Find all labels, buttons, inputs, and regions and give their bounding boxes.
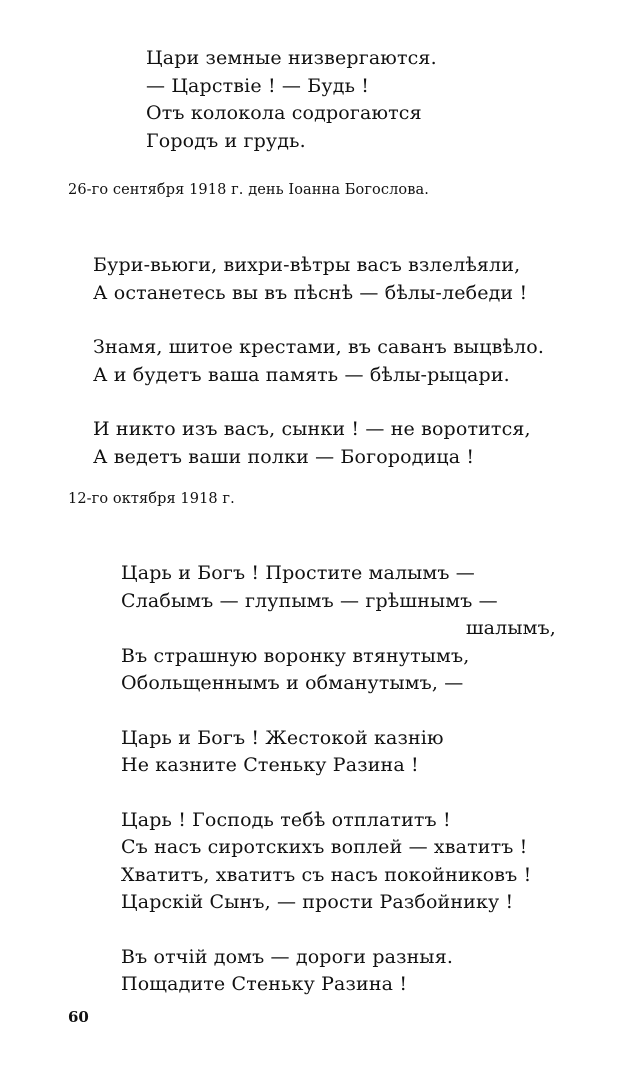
poem-2-line-6: А ведетъ ваши полки — Богородица ! xyxy=(93,445,475,468)
poem-1-line-2: — Царствіе ! — Будь ! xyxy=(146,74,370,97)
poem-3-line-3: Въ страшную воронку втянутымъ, xyxy=(121,644,470,667)
poem-3-line-6: Не казните Стеньку Разина ! xyxy=(121,754,419,776)
poem-3-line-11: Въ отчій домъ — дороги разныя. xyxy=(121,945,454,968)
poem-2-line-5: И никто изъ васъ, сынки ! — не воротится, xyxy=(93,418,531,440)
poem-1-line-4: Городъ и грудь. xyxy=(146,129,306,152)
poem-1-line-1: Цари земные низвергаются. xyxy=(146,47,437,69)
poem-3-line-10: Царскій Сынъ, — прости Разбойнику ! xyxy=(121,891,514,913)
poem-3-line-2-continuation: шалымъ, xyxy=(465,617,556,639)
page-number: 60 xyxy=(68,1008,89,1026)
poem-3-line-9: Хватитъ, хватитъ съ насъ покойниковъ ! xyxy=(121,863,532,886)
poem-3-line-7: Царь ! Господь тебѣ отплатитъ ! xyxy=(121,808,451,831)
poem-3-line-4: Обольщеннымъ и обманутымъ, — xyxy=(121,672,464,694)
poem-2-line-2: А останетесь вы въ пѣснѣ — бѣлы-лебеди ! xyxy=(93,281,528,304)
poem-3-line-1: Царь и Богъ ! Простите малымъ — xyxy=(121,562,475,584)
poem-2-line-3: Знамя, шитое крестами, въ саванъ выцвѣло. xyxy=(93,336,545,358)
poem-1-line-3: Отъ колокола содрогаются xyxy=(146,102,422,124)
poem-3-line-8: Съ насъ сиротскихъ воплей — хватитъ ! xyxy=(121,836,528,858)
poem-2 xyxy=(93,252,544,471)
poem-3 xyxy=(121,560,556,999)
poem-2-line-4: А и будетъ ваша память — бѣлы-рыцари. xyxy=(93,363,510,386)
poem-1 xyxy=(146,45,437,155)
poem-3-line-12: Пощадите Стеньку Разина ! xyxy=(121,973,408,995)
date-1: 26-го сентября 1918 г. день Іоанна Богослова. xyxy=(68,182,429,198)
poem-2-line-1: Бури-вьюги, вихри-вѣтры васъ взлелѣяли, xyxy=(93,254,521,276)
date-2: 12-го октября 1918 г. xyxy=(68,491,235,507)
poem-3-line-5: Царь и Богъ ! Жестокой казнію xyxy=(121,726,444,749)
poem-3-line-2: Слабымъ — глупымъ — грѣшнымъ — xyxy=(121,589,498,612)
